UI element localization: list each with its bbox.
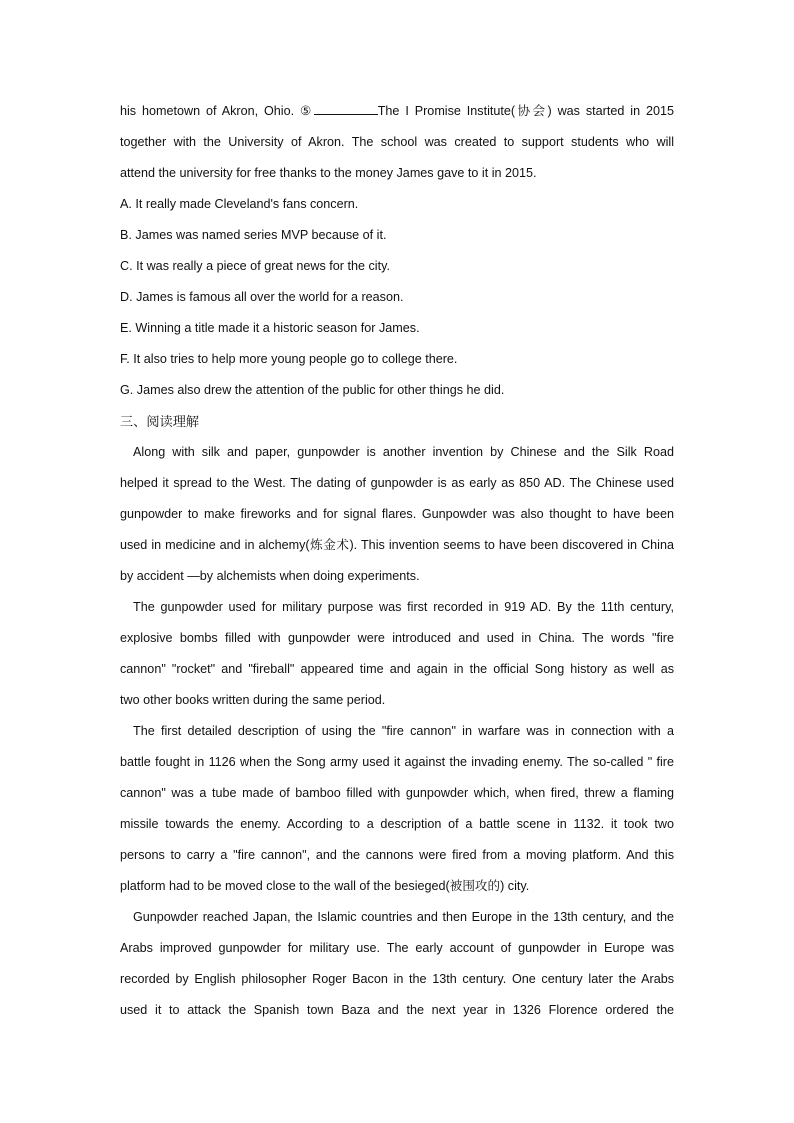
reading-paragraph-1 — [120, 437, 674, 592]
reading-paragraph-3 — [120, 716, 674, 902]
paragraph-line: cannon" was a tube made of bamboo filled with gunpowder which, when fired, threw a flaming — [120, 786, 674, 800]
blank-number-marker: ⑤ — [300, 104, 314, 118]
reading-paragraph-2 — [120, 592, 674, 716]
passage-end-line-1 — [120, 96, 674, 127]
paragraph-line: Arabs improved gunpowder for military use. The early account of gunpowder in Europe was — [120, 941, 674, 955]
paragraph-line: The gunpowder used for military purpose was first recorded in 919 AD. By the 11th century, — [133, 600, 674, 614]
option-g: G. James also drew the attention of the public for other things he did. — [120, 383, 505, 397]
paragraph-line: used in medicine and in alchemy(炼金术). This invention seems to have been discovered in China — [120, 538, 674, 552]
paragraph-line: persons to carry a "fire cannon", and the cannons were fired from a moving platform. And this — [120, 848, 674, 862]
passage-text: his hometown of Akron, Ohio. — [120, 104, 295, 118]
paragraph-line: gunpowder to make fireworks and for signal flares. Gunpowder was also thought to have been — [120, 507, 674, 521]
paragraph-line: by accident —by alchemists when doing experiments. — [120, 569, 420, 583]
paragraph-line: Along with silk and paper, gunpowder is another invention by Chinese and the Silk Road — [133, 445, 674, 459]
paragraph-line: Gunpowder reached Japan, the Islamic countries and then Europe in the 13th century, and the — [133, 910, 674, 924]
option-d: D. James is famous all over the world for a reason. — [120, 290, 404, 304]
section-title: 三、阅读理解 — [120, 414, 200, 429]
reading-paragraph-4 — [120, 902, 674, 1026]
paragraph-line: used it to attack the Spanish town Baza and the next year in 1326 Florence ordered the — [120, 1003, 674, 1017]
paragraph-line: missile towards the enemy. According to a description of a battle scene in 1132. it took two — [120, 817, 674, 831]
option-e: E. Winning a title made it a historic season for James. — [120, 321, 420, 335]
option-f: F. It also tries to help more young people go to college there. — [120, 352, 458, 366]
option-c: C. It was really a piece of great news for the city. — [120, 259, 390, 273]
document-page — [120, 96, 674, 1026]
option-a: A. It really made Cleveland's fans concern. — [120, 197, 359, 211]
paragraph-line: recorded by English philosopher Roger Bacon in the 13th century. One century later the Arabs — [120, 972, 674, 986]
paragraph-line: two other books written during the same period. — [120, 693, 386, 707]
paragraph-line: platform had to be moved close to the wall of the besieged(被围攻的) city. — [120, 879, 530, 893]
paragraph-line: cannon" "rocket" and "fireball" appeared time and again in the official Song history as well as — [120, 662, 674, 676]
passage-text: The I Promise Institute(协会) was started in 2015 — [377, 104, 674, 118]
option-b: B. James was named series MVP because of it. — [120, 228, 387, 242]
answer-blank — [314, 102, 378, 115]
answer-options — [120, 189, 674, 406]
passage-end-line-2: together with the University of Akron. The school was created to support students who will — [120, 135, 674, 149]
paragraph-line: helped it spread to the West. The dating of gunpowder is as early as 850 AD. The Chinese used — [120, 476, 674, 490]
paragraph-line: The first detailed description of using the "fire cannon" in warfare was in connection with a — [133, 724, 674, 738]
passage-end-line-3: attend the university for free thanks to the money James gave to it in 2015. — [120, 166, 537, 180]
paragraph-line: explosive bombs filled with gunpowder were introduced and used in China. The words "fire — [120, 631, 674, 645]
paragraph-line: battle fought in 1126 when the Song army used it against the invading enemy. The so-called " fire — [120, 755, 674, 769]
